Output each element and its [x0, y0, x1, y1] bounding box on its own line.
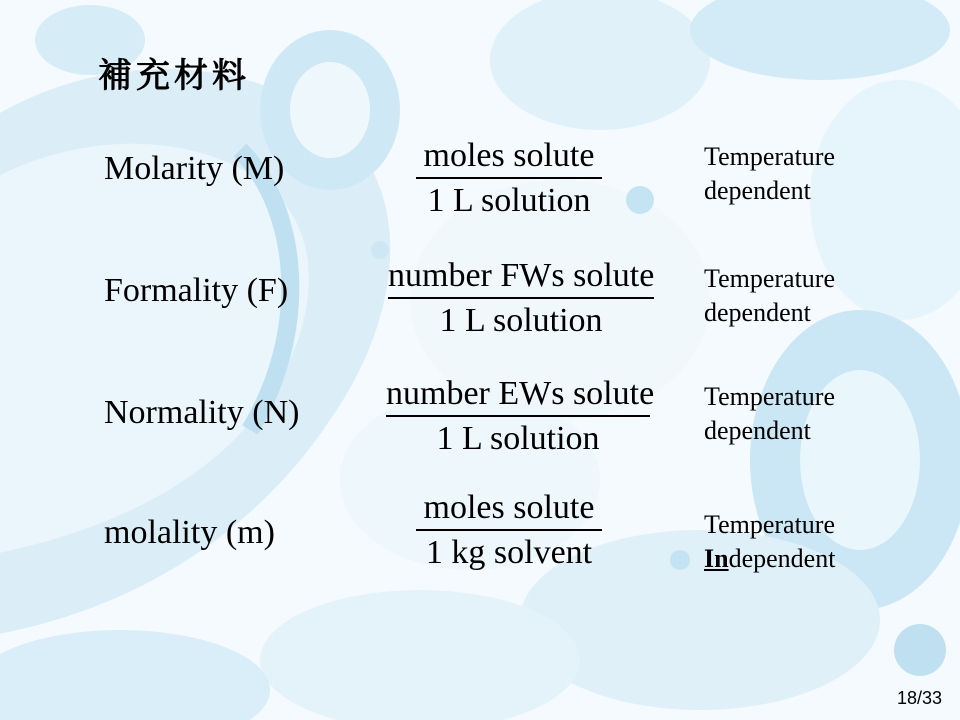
fraction-numerator: number FWs solute	[388, 257, 655, 294]
term-formality: Formality (F)	[104, 272, 289, 309]
fraction-denominator: 1 kg solvent	[425, 534, 593, 571]
page-number: 18/33	[896, 688, 942, 708]
note-emphasis: In	[704, 544, 729, 573]
fraction-normality	[386, 374, 655, 459]
term-normality: Normality (N)	[104, 394, 300, 431]
note-formality	[704, 262, 835, 330]
term-molality: molality (m)	[104, 514, 275, 551]
fraction-denominator: 1 L solution	[436, 420, 600, 457]
fraction-molality	[416, 488, 602, 573]
fraction-numerator: number EWs solute	[386, 375, 655, 412]
note-line1: Temperature	[704, 510, 835, 539]
note-line2: dependent	[704, 416, 811, 445]
fraction-bar	[388, 297, 654, 299]
note-molarity	[704, 140, 835, 208]
note-line1: Temperature	[704, 264, 835, 293]
fraction-numerator: moles solute	[423, 137, 595, 174]
fraction-bar	[416, 529, 602, 531]
note-line2-rest: dependent	[728, 544, 836, 573]
fraction-bar	[386, 415, 650, 417]
term-molarity: Molarity (M)	[104, 150, 285, 187]
fraction-denominator: 1 L solution	[439, 302, 603, 339]
note-line2: dependent	[704, 298, 811, 327]
note-line2: dependent	[704, 176, 811, 205]
note-line1: Temperature	[704, 382, 835, 411]
fraction-molarity	[416, 136, 602, 221]
fraction-denominator: 1 L solution	[427, 182, 591, 219]
slide-title: 補充材料	[98, 56, 250, 96]
fraction-numerator: moles solute	[423, 489, 595, 526]
note-normality	[704, 380, 835, 448]
note-molality	[704, 508, 835, 576]
note-line1: Temperature	[704, 142, 835, 171]
fraction-formality	[388, 256, 654, 341]
note-line2	[704, 542, 835, 576]
fraction-bar	[416, 177, 602, 179]
